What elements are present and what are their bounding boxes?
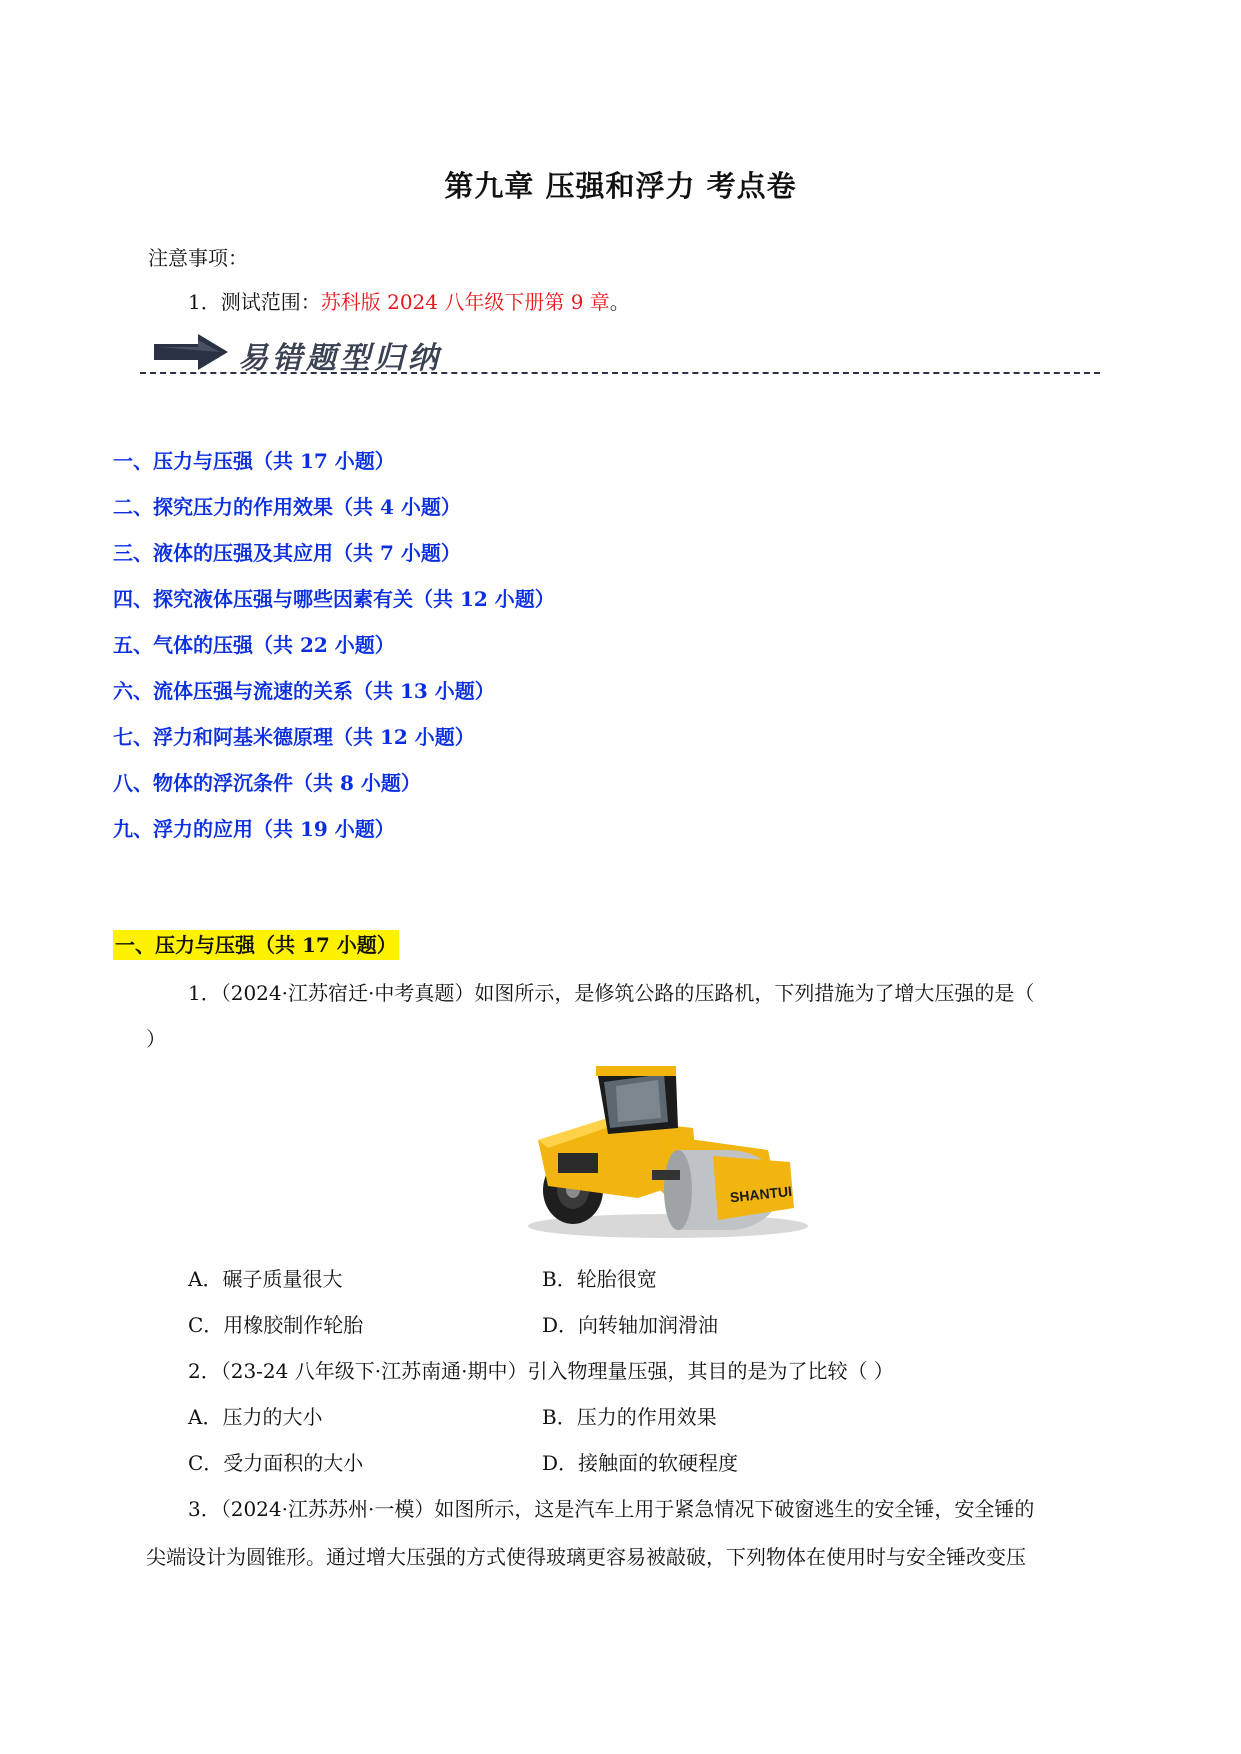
toc-item[interactable]: 四、探究液体压强与哪些因素有关（共 12 小题） xyxy=(113,587,555,611)
toc-item[interactable]: 二、探究压力的作用效果（共 4 小题） xyxy=(113,495,461,519)
question-1-text-cont: ） xyxy=(146,1027,166,1051)
q2-option-b[interactable]: B．压力的作用效果 xyxy=(542,1405,717,1429)
road-roller-image xyxy=(518,1058,808,1240)
q1-option-d[interactable]: D．向转轴加润滑油 xyxy=(542,1313,719,1337)
question-3-text: 3．（2024·江苏苏州·一模）如图所示，这是汽车上用于紧急情况下破窗逃生的安全锤，安全锤的 xyxy=(188,1497,1035,1521)
page-title: 第九章 压强和浮力 考点卷 xyxy=(444,169,797,203)
notice-item-suffix: 。 xyxy=(609,290,630,314)
toc-item[interactable]: 九、浮力的应用（共 19 小题） xyxy=(113,817,395,841)
toc-item[interactable]: 五、气体的压强（共 22 小题） xyxy=(113,633,395,657)
banner-title: 易错题型归纳 xyxy=(238,341,442,376)
toc-item[interactable]: 六、流体压强与流速的关系（共 13 小题） xyxy=(113,679,495,703)
arrow-right-icon xyxy=(154,332,230,372)
toc-item[interactable]: 三、液体的压强及其应用（共 7 小题） xyxy=(113,541,461,565)
toc-item[interactable]: 七、浮力和阿基米德原理（共 12 小题） xyxy=(113,725,475,749)
notice-item xyxy=(188,286,630,315)
notice-item-scope: 苏科版 2024 八年级下册第 9 章 xyxy=(320,290,610,314)
q1-option-c[interactable]: C．用橡胶制作轮胎 xyxy=(188,1313,364,1337)
question-2-text: 2．（23-24 八年级下·江苏南通·期中）引入物理量压强，其目的是为了比较（ ） xyxy=(188,1359,894,1383)
q1-option-b[interactable]: B．轮胎很宽 xyxy=(542,1267,657,1291)
q2-option-c[interactable]: C．受力面积的大小 xyxy=(188,1451,364,1475)
section-heading: 一、压力与压强（共 17 小题） xyxy=(113,930,399,960)
toc-item[interactable]: 一、压力与压强（共 17 小题） xyxy=(113,449,395,473)
q2-option-d[interactable]: D．接触面的软硬程度 xyxy=(542,1451,739,1475)
notice-item-prefix: 1．测试范围： xyxy=(188,290,321,314)
section-banner xyxy=(140,332,1100,380)
notice-label: 注意事项： xyxy=(148,246,248,270)
question-1-text: 1．（2024·江苏宿迁·中考真题）如图所示，是修筑公路的压路机，下列措施为了增大压强的是（ xyxy=(188,981,1035,1005)
table-of-contents xyxy=(113,438,555,852)
q1-option-a[interactable]: A．碾子质量很大 xyxy=(188,1267,343,1291)
question-3-text-cont: 尖端设计为圆锥形。通过增大压强的方式使得玻璃更容易被敲破，下列物体在使用时与安全锤改变压 xyxy=(146,1545,1026,1569)
roller-brand-label: SHANTUI xyxy=(729,1182,793,1206)
banner-divider xyxy=(140,372,1100,374)
q2-option-a[interactable]: A．压力的大小 xyxy=(188,1405,323,1429)
toc-item[interactable]: 八、物体的浮沉条件（共 8 小题） xyxy=(113,771,421,795)
